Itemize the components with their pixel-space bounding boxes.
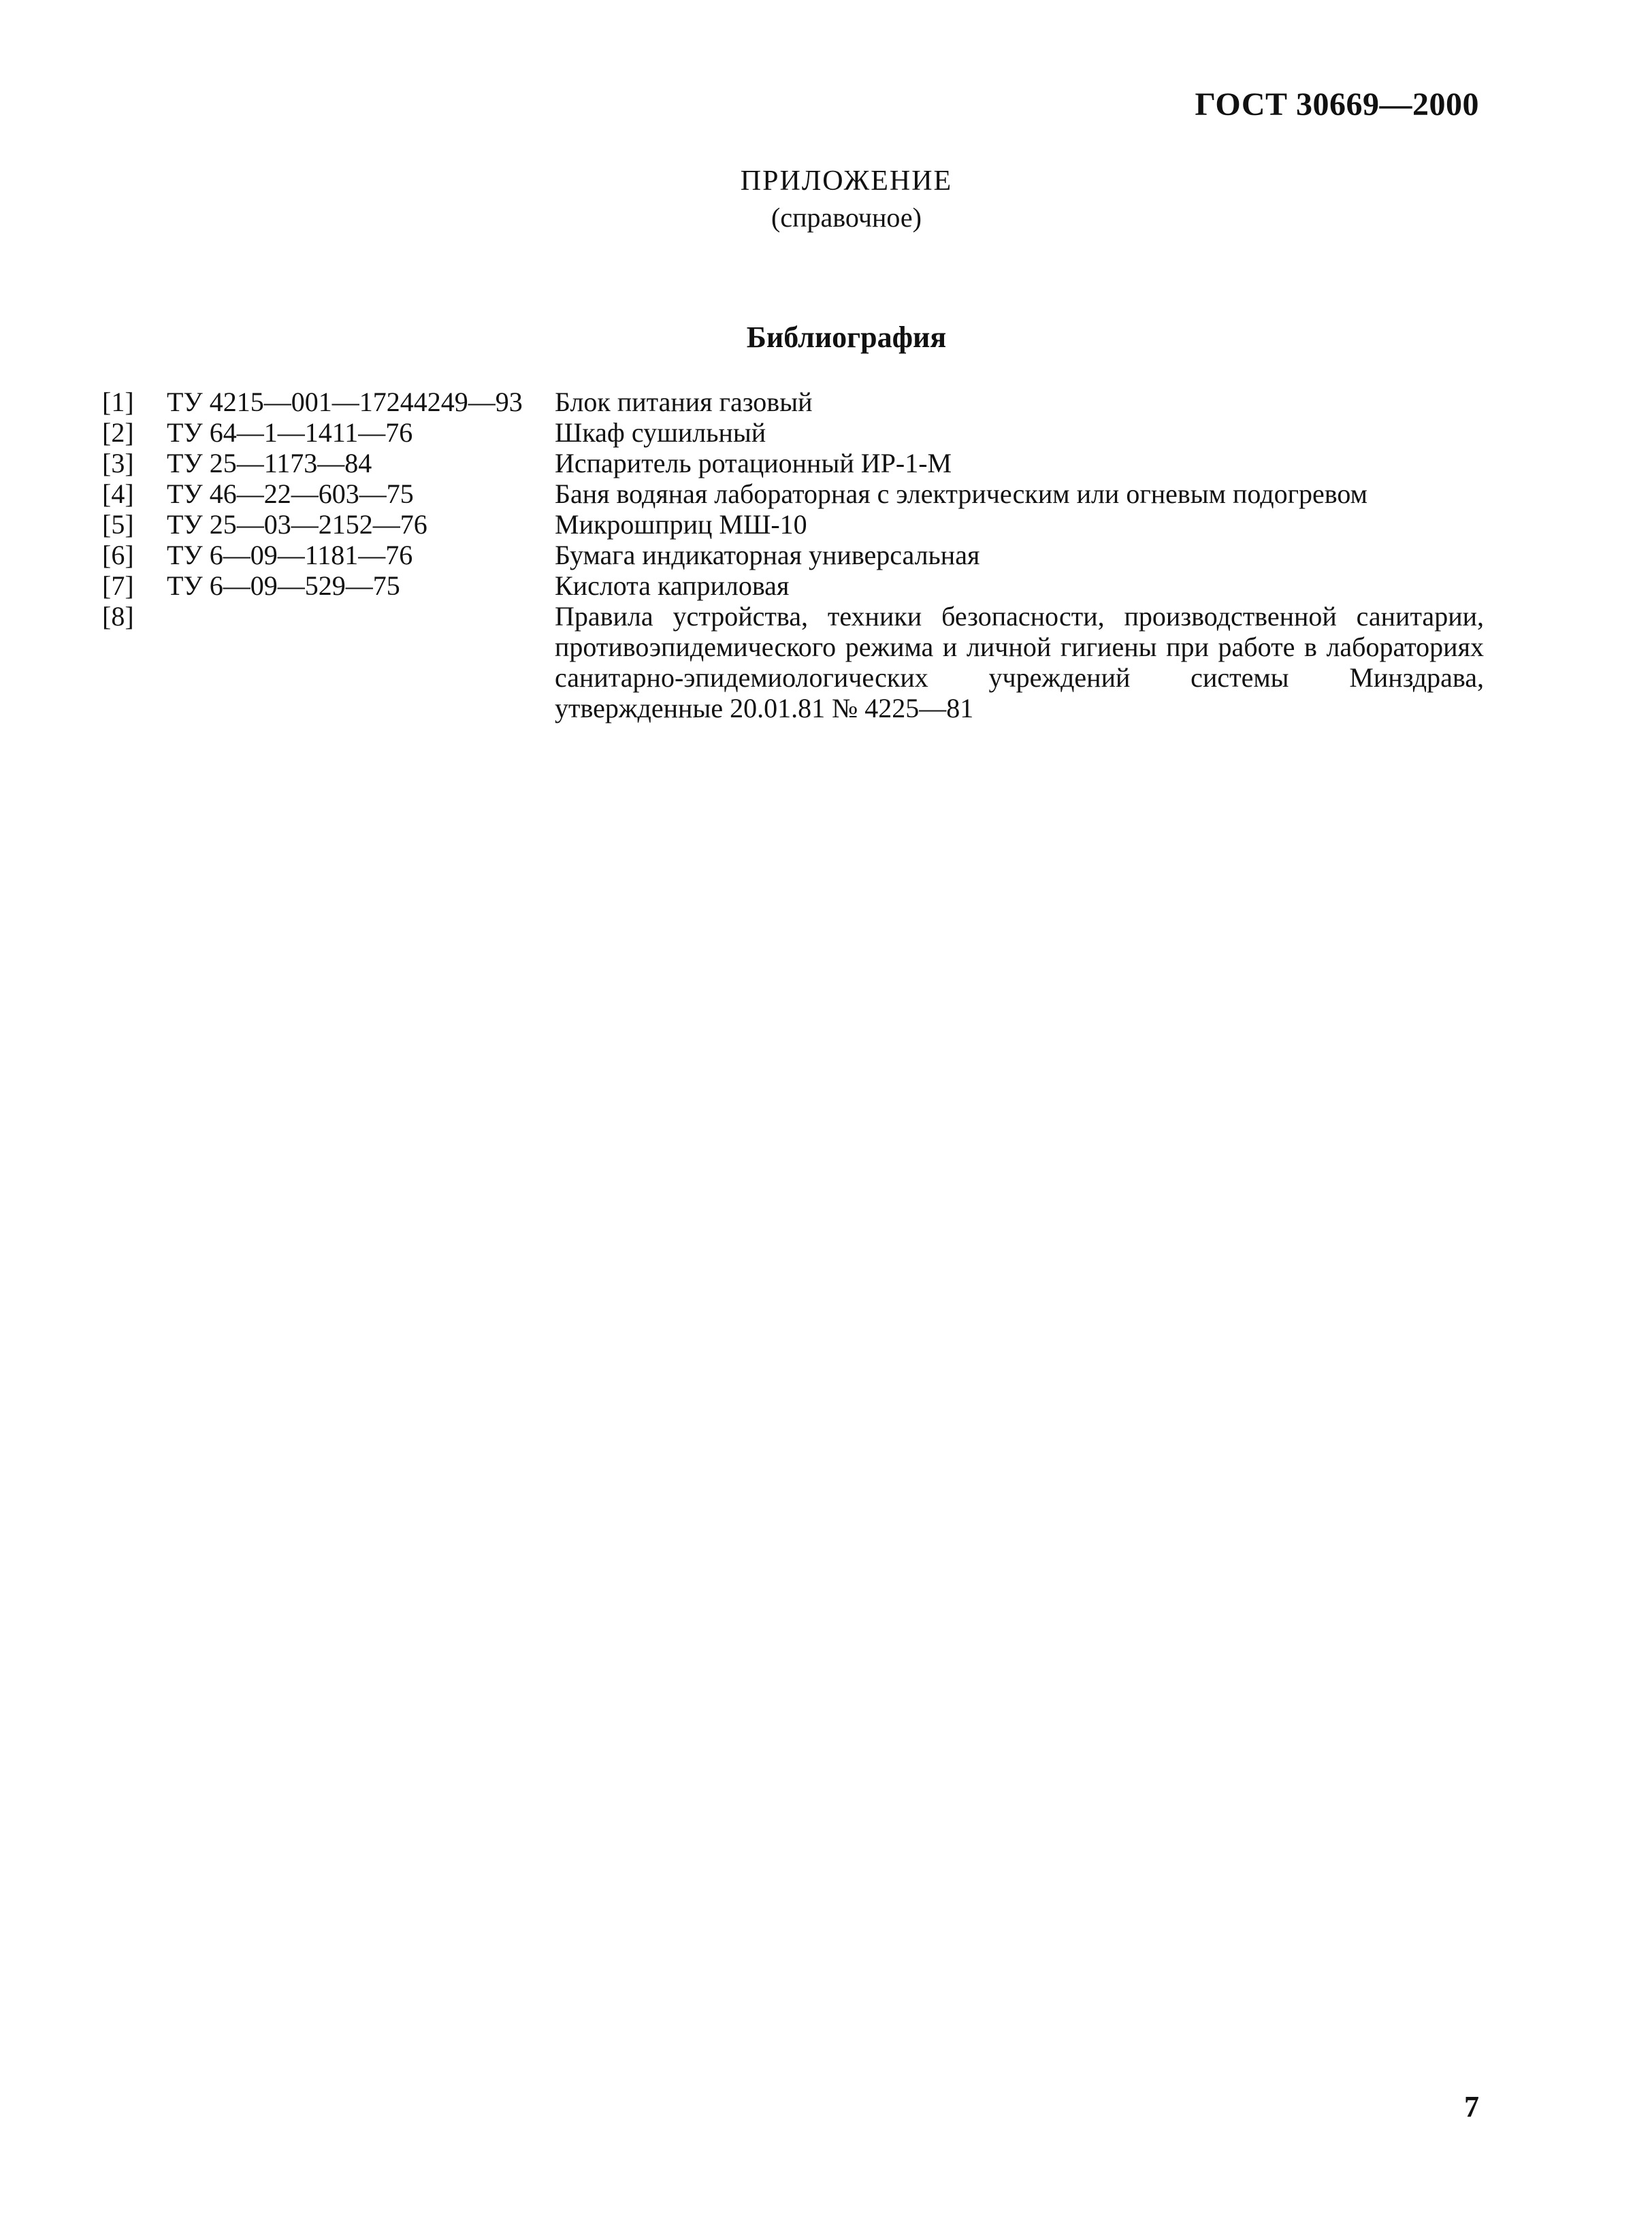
bibliography-item-title: Микрошприц МШ-10 (555, 509, 807, 540)
bibliography-item (102, 540, 1484, 570)
bibliography-item-number: [2] (102, 417, 134, 448)
bibliography-item-number: [8] (102, 601, 134, 632)
bibliography-item-title: Испаритель ротационный ИР-1-М (555, 448, 952, 478)
bibliography-item-title: Правила устройства, техники безопасности, производственной санитарии, противоэпидемического режима и личной гигиены при работе в лабораториях санитарно-эпидемиологических учреждений системы Минздрава, утвержденные 20.01.81 № 4225—81 (555, 601, 1484, 723)
appendix-subtitle: (справочное) (771, 202, 922, 233)
bibliography-item-number: [3] (102, 448, 134, 478)
bibliography-item-number: [7] (102, 570, 134, 601)
bibliography-item-code: ТУ 4215—001—17244249—93 (167, 387, 523, 417)
standard-code: ГОСТ 30669—2000 (1195, 86, 1479, 123)
bibliography-item-number: [1] (102, 387, 134, 417)
bibliography-item (102, 478, 1484, 509)
bibliography-item-code: ТУ 25—03—2152—76 (167, 509, 427, 540)
bibliography-item-title: Шкаф сушильный (555, 417, 766, 448)
bibliography-list (102, 387, 1484, 723)
bibliography-item-title: Блок питания газовый (555, 387, 813, 417)
bibliography-item-code: ТУ 46—22—603—75 (167, 478, 414, 509)
bibliography-item-title: Баня водяная лабораторная с электрическим или огневым подогревом (555, 478, 1367, 509)
page-number: 7 (1464, 2090, 1479, 2123)
bibliography-heading: Библиография (746, 321, 947, 354)
bibliography-item-title: Бумага индикаторная универсальная (555, 540, 980, 570)
bibliography-item (102, 570, 1484, 601)
bibliography-item (102, 601, 1484, 723)
bibliography-item-code: ТУ 25—1173—84 (167, 448, 372, 478)
bibliography-item (102, 387, 1484, 417)
bibliography-item-code: ТУ 64—1—1411—76 (167, 417, 413, 448)
bibliography-item-number: [6] (102, 540, 134, 570)
bibliography-item (102, 509, 1484, 540)
bibliography-item-title: Кислота каприловая (555, 570, 790, 601)
bibliography-item (102, 417, 1484, 448)
bibliography-item-number: [4] (102, 478, 134, 509)
bibliography-item-code: ТУ 6—09—529—75 (167, 570, 400, 601)
appendix-title: ПРИЛОЖЕНИЕ (740, 165, 953, 197)
bibliography-item-code: ТУ 6—09—1181—76 (167, 540, 413, 570)
bibliography-item (102, 448, 1484, 478)
bibliography-item-number: [5] (102, 509, 134, 540)
